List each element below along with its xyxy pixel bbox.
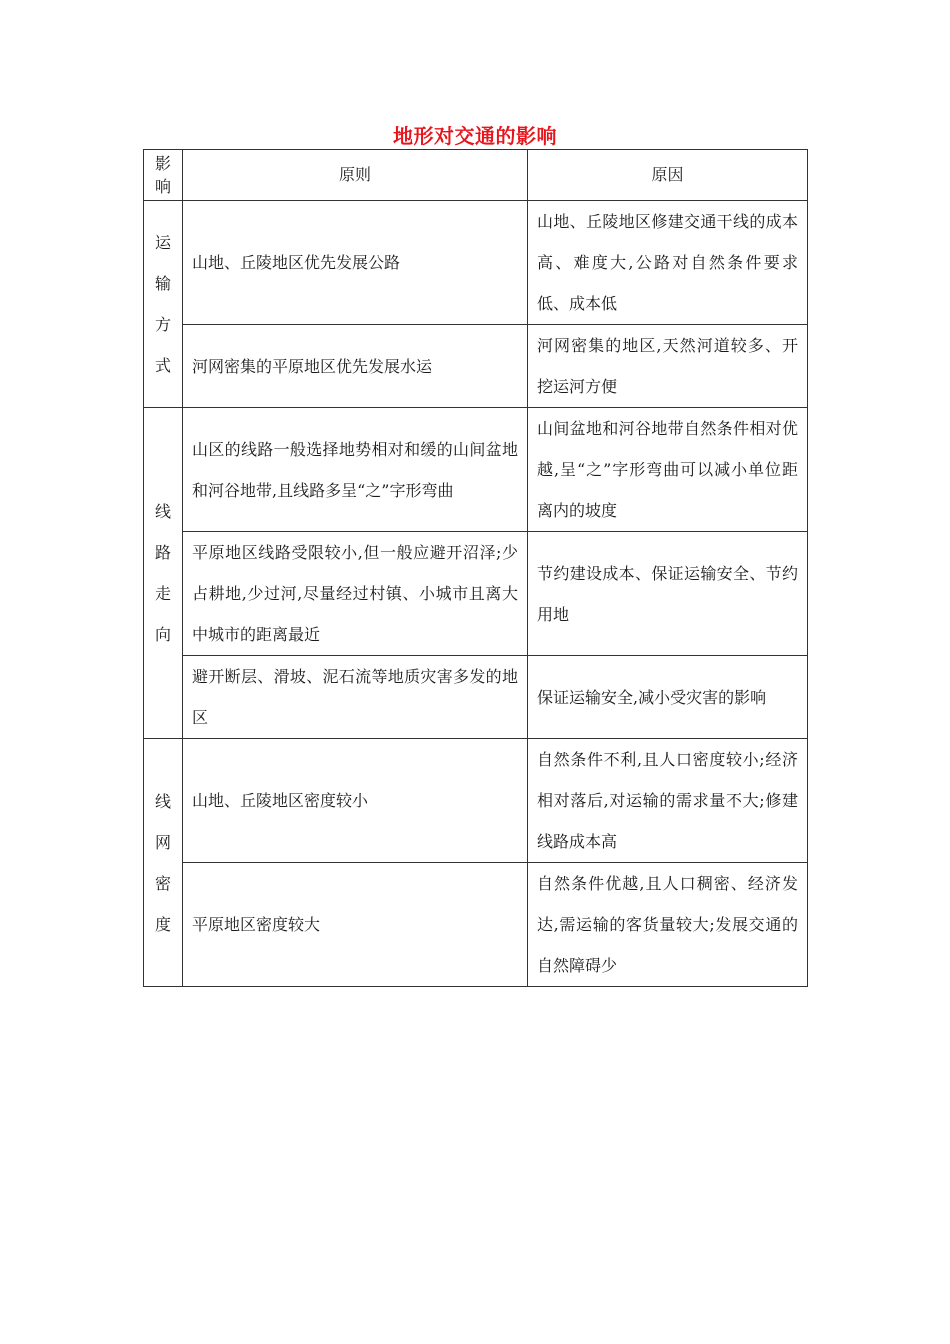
header-principle: 原则 <box>183 150 528 201</box>
header-category-cell <box>144 150 183 201</box>
table-row <box>144 739 808 863</box>
principle-cell: 平原地区线路受限较小,但一般应避开沼泽;少占耕地,少过河,尽量经过村镇、小城市且离大中城市的距离最近 <box>183 532 528 656</box>
reason-cell: 自然条件不利,且人口密度较小;经济相对落后,对运输的需求量不大;修建线路成本高 <box>528 739 808 863</box>
table-row <box>144 201 808 325</box>
principle-cell: 平原地区密度较大 <box>183 863 528 987</box>
reason-cell: 节约建设成本、保证运输安全、节约用地 <box>528 532 808 656</box>
principle-cell: 山地、丘陵地区密度较小 <box>183 739 528 863</box>
header-category: 影响 <box>154 154 171 196</box>
category-label: 线网密度 <box>154 791 171 934</box>
table-row <box>144 532 808 656</box>
table-row <box>144 325 808 408</box>
page-title: 地形对交通的影响 <box>393 124 557 148</box>
category-network-density <box>144 739 183 987</box>
table-header-row <box>144 150 808 201</box>
category-label: 运输方式 <box>154 233 171 375</box>
category-transport-mode <box>144 201 183 408</box>
header-reason: 原因 <box>528 150 808 201</box>
table-row <box>144 408 808 532</box>
category-label: 线路走向 <box>154 502 171 644</box>
table-row <box>144 863 808 987</box>
reason-cell: 山间盆地和河谷地带自然条件相对优越,呈“之”字形弯曲可以减小单位距离内的坡度 <box>528 408 808 532</box>
principle-cell: 河网密集的平原地区优先发展水运 <box>183 325 528 408</box>
principle-cell: 山区的线路一般选择地势相对和缓的山间盆地和河谷地带,且线路多呈“之”字形弯曲 <box>183 408 528 532</box>
reason-cell: 保证运输安全,减小受灾害的影响 <box>528 656 808 739</box>
principle-cell: 山地、丘陵地区优先发展公路 <box>183 201 528 325</box>
reason-cell: 自然条件优越,且人口稠密、经济发达,需运输的客货量较大;发展交通的自然障碍少 <box>528 863 808 987</box>
principle-cell: 避开断层、滑坡、泥石流等地质灾害多发的地区 <box>183 656 528 739</box>
category-route-direction <box>144 408 183 739</box>
reason-cell: 山地、丘陵地区修建交通干线的成本高、难度大,公路对自然条件要求低、成本低 <box>528 201 808 325</box>
reason-cell: 河网密集的地区,天然河道较多、开挖运河方便 <box>528 325 808 408</box>
terrain-traffic-table <box>143 149 808 987</box>
table-row <box>144 656 808 739</box>
